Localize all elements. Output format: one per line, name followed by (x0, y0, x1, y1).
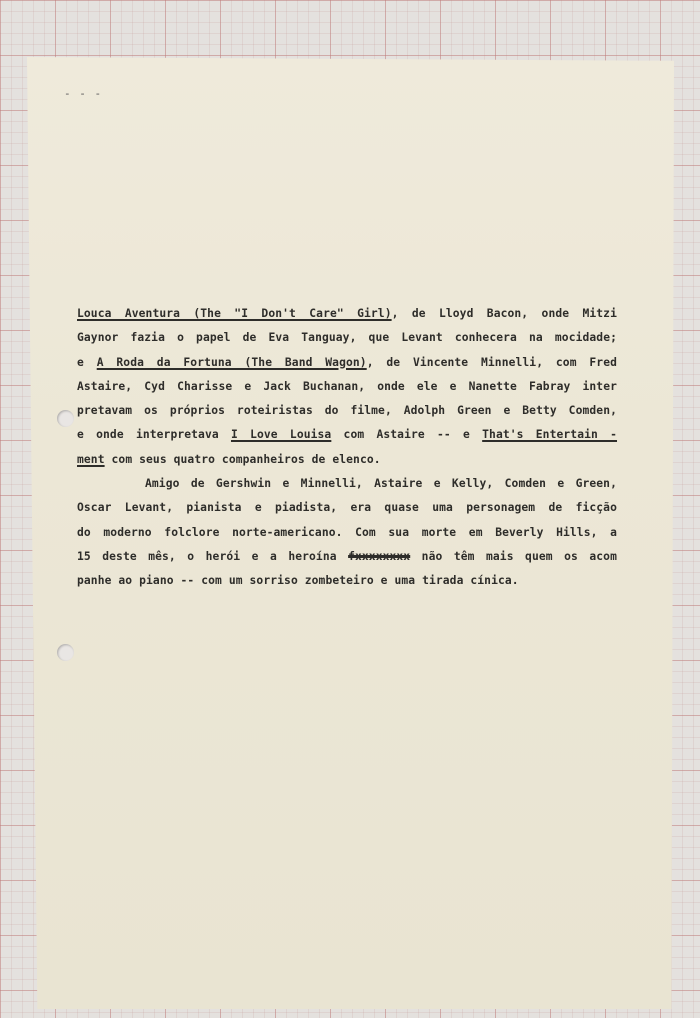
typed-text-body (77, 306, 617, 598)
film-title: A Roda da Fortuna (The Band Wagon) (96, 355, 367, 369)
text-line: 15 deste mês, o herói e a heroína fxxxxxxxx não têm mais quem os acom (77, 549, 617, 563)
text-line: Louca Aventura (The "I Don't Care" Girl), de Lloyd Bacon, onde Mitzi (77, 307, 617, 320)
song-title: I Love Louisa (230, 428, 332, 442)
text-line: panhe ao piano -- com um sorriso zombeteiro e uma tirada cínica. (77, 574, 519, 588)
text-line: pretavam os próprios roteiristas do filme, Adolph Green e Betty Comden, (77, 404, 617, 418)
text-line: e A Roda da Fortuna (The Band Wagon), de Vincente Minnelli, com Fred (77, 355, 617, 369)
punch-hole (57, 410, 74, 427)
film-title: ment (77, 452, 105, 466)
film-title: That's Entertain - (482, 428, 618, 442)
film-title: Louca Aventura (The "I Don't Care" Girl) (77, 307, 392, 320)
text-line: Gaynor fazia o papel de Eva Tanguay, que Levant conhecera na mocidade; (77, 331, 617, 345)
text-line: e onde interpretava I Love Louisa com Astaire -- e That's Entertain - (77, 428, 618, 442)
punch-hole (57, 644, 74, 661)
text-line: do moderno folclore norte-americano. Com sua morte em Beverly Hills, a (77, 525, 617, 539)
struck-out-word: fxxxxxxxx (348, 549, 411, 563)
text-line: ment com seus quatro companheiros de elenco. (77, 452, 381, 466)
text-line: Oscar Levant, pianista e piadista, era quase uma personagem de ficção (77, 501, 617, 515)
text-line: Astaire, Cyd Charisse e Jack Buchanan, onde ele e Nanette Fabray inter (77, 379, 617, 393)
page-corner-mark: - - - (64, 87, 103, 100)
text-line: Amigo de Gershwin e Minnelli, Astaire e Kelly, Comden e Green, (145, 477, 617, 491)
